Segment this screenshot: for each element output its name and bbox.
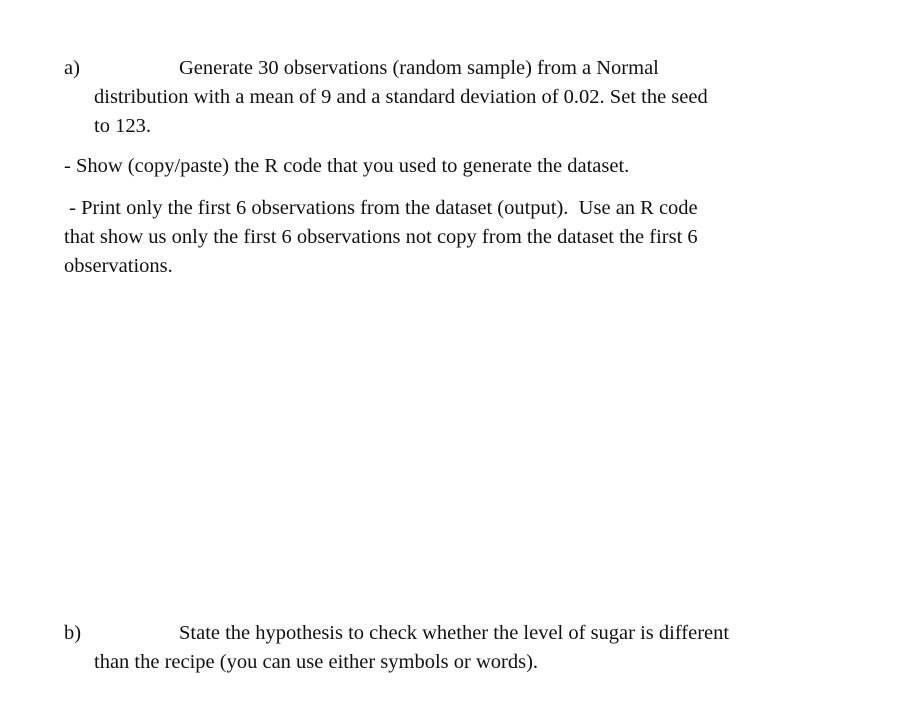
question-a-line-1: Generate 30 observations (random sample) from a Normal xyxy=(179,57,659,79)
question-a-marker: a) xyxy=(64,57,80,79)
question-b-line-2: than the recipe (you can use either symbols or words). xyxy=(94,651,539,673)
question-b-marker: b) xyxy=(64,622,82,644)
question-a-bullet-2-line-2: that show us only the first 6 observations not copy from the dataset the first 6 xyxy=(64,226,698,248)
question-a-line-3: to 123. xyxy=(94,115,151,137)
question-a-bullet-2-line-1: - Print only the first 6 observations from the dataset (output). Use an R code xyxy=(64,197,698,219)
question-a-line-2: distribution with a mean of 9 and a standard deviation of 0.02. Set the seed xyxy=(94,86,708,108)
question-a-bullet-1: - Show (copy/paste) the R code that you used to generate the dataset. xyxy=(64,155,630,177)
question-a-bullet-2-line-3: observations. xyxy=(64,255,173,277)
question-b-line-1: State the hypothesis to check whether the level of sugar is different xyxy=(179,622,730,644)
